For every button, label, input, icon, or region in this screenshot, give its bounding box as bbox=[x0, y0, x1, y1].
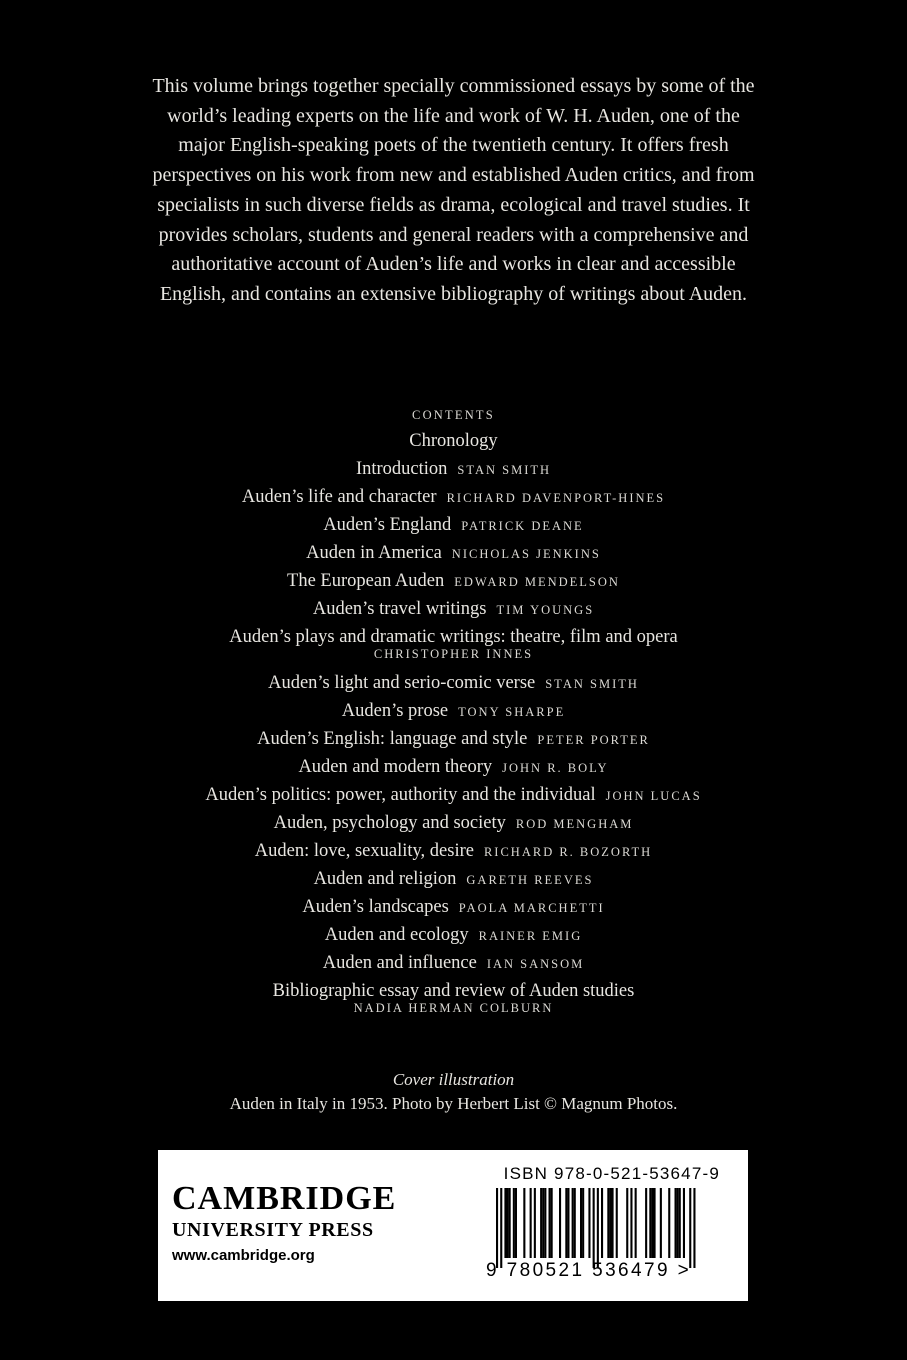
contents-entry bbox=[100, 623, 807, 669]
barcode-bar bbox=[660, 1188, 662, 1258]
publisher-url: www.cambridge.org bbox=[172, 1247, 315, 1264]
barcode-bar bbox=[567, 1188, 569, 1258]
contents-entry-title: Auden’s travel writings bbox=[312, 599, 487, 619]
barcode-bar bbox=[630, 1188, 632, 1258]
barcode-bar bbox=[530, 1188, 532, 1258]
barcode-bar bbox=[542, 1188, 544, 1258]
contents-entry bbox=[100, 511, 807, 539]
contents-entry-author: NICHOLAS JENKINS bbox=[451, 547, 601, 561]
imprint-box bbox=[158, 1150, 748, 1301]
barcode-bar bbox=[559, 1188, 561, 1258]
barcode-bar bbox=[677, 1188, 679, 1258]
contents-entry-author: EDWARD MENDELSON bbox=[454, 575, 620, 589]
contents-entry bbox=[100, 567, 807, 595]
barcode-bar bbox=[607, 1188, 609, 1258]
contents-entry-title: Auden’s plays and dramatic writings: theatre, film and opera bbox=[229, 627, 678, 647]
contents-entry-author: STAN SMITH bbox=[545, 677, 639, 691]
barcode-bar bbox=[635, 1188, 637, 1258]
barcode-bar bbox=[549, 1188, 551, 1258]
contents-entry-title: Auden: love, sexuality, desire bbox=[254, 841, 474, 861]
contents-entry-author: IAN SANSOM bbox=[486, 957, 585, 971]
contents-list bbox=[100, 427, 807, 1023]
contents-entry-author: PATRICK DEANE bbox=[461, 519, 584, 533]
contents-entry bbox=[100, 539, 807, 567]
barcode-bar bbox=[612, 1188, 614, 1258]
contents-entry-title: Auden in America bbox=[306, 543, 442, 563]
contents-entry bbox=[100, 865, 807, 893]
barcode-bar bbox=[574, 1188, 576, 1258]
contents-entry-title: Auden’s light and serio-comic verse bbox=[268, 673, 536, 693]
barcode-bar bbox=[572, 1188, 574, 1258]
cover-credit-label: Cover illustration bbox=[392, 1070, 515, 1089]
barcode-bar bbox=[515, 1188, 517, 1258]
contents-entry-author: STAN SMITH bbox=[457, 463, 552, 477]
contents-entry-author: PAOLA MARCHETTI bbox=[458, 901, 605, 915]
contents-heading: CONTENTS bbox=[412, 408, 495, 422]
contents-entry-author: NADIA HERMAN COLBURN bbox=[353, 1001, 554, 1015]
contents-entry-title: Bibliographic essay and review of Auden studies bbox=[272, 981, 635, 1001]
contents-entry-title: Auden and modern theory bbox=[298, 757, 493, 777]
contents-entry bbox=[100, 809, 807, 837]
contents-entry-line bbox=[100, 753, 807, 781]
contents-entry-author: ROD MENGHAM bbox=[515, 817, 634, 831]
contents-entry bbox=[100, 725, 807, 753]
contents-entry-title: Auden’s landscapes bbox=[302, 897, 449, 917]
contents-entry-line bbox=[100, 837, 807, 865]
contents-entry-author: PETER PORTER bbox=[537, 733, 650, 747]
contents-entry bbox=[100, 781, 807, 809]
contents-entry-title: Auden and influence bbox=[322, 953, 477, 973]
contents-entry bbox=[100, 837, 807, 865]
contents-entry-line bbox=[100, 511, 807, 539]
barcode-bar bbox=[540, 1188, 542, 1258]
contents-entry bbox=[100, 949, 807, 977]
barcode-bar bbox=[509, 1188, 511, 1258]
contents-entry bbox=[100, 455, 807, 483]
barcode-bar bbox=[500, 1188, 502, 1268]
isbn-label: ISBN 978-0-521-53647-9 bbox=[503, 1164, 720, 1183]
barcode-bar bbox=[580, 1188, 582, 1258]
contents-entry-author: RICHARD R. BOZORTH bbox=[483, 845, 653, 859]
contents-entry-line bbox=[100, 893, 807, 921]
contents-entry-line bbox=[100, 483, 807, 511]
contents-entry-line bbox=[100, 595, 807, 623]
contents-entry-line bbox=[100, 567, 807, 595]
contents-entry bbox=[100, 753, 807, 781]
barcode-bar bbox=[649, 1188, 651, 1258]
contents-entry-author: CHRISTOPHER INNES bbox=[373, 647, 534, 661]
contents-entry-author: RICHARD DAVENPORT-HINES bbox=[446, 491, 666, 505]
contents-entry bbox=[100, 697, 807, 725]
barcode-bar bbox=[601, 1188, 603, 1258]
contents-entry-line bbox=[100, 725, 807, 753]
barcode-digits: 9 780521 536479 > bbox=[486, 1260, 692, 1281]
barcode-bar bbox=[683, 1188, 685, 1258]
contents-entry-line bbox=[100, 921, 807, 949]
barcode-bar bbox=[582, 1188, 584, 1258]
contents-entry bbox=[100, 427, 807, 455]
contents-section bbox=[100, 403, 807, 1023]
contents-entry bbox=[100, 921, 807, 949]
contents-entry bbox=[100, 669, 807, 697]
contents-entry-title: Auden’s English: language and style bbox=[257, 729, 528, 749]
barcode-bar bbox=[513, 1188, 515, 1258]
contents-entry bbox=[100, 893, 807, 921]
barcode-bar bbox=[534, 1188, 536, 1258]
barcode-bar bbox=[565, 1188, 567, 1258]
contents-entry-title: The European Auden bbox=[287, 571, 445, 591]
barcode-bar bbox=[654, 1188, 656, 1258]
contents-entry-author: JOHN LUCAS bbox=[605, 789, 702, 803]
contents-entry-title: Auden, psychology and society bbox=[273, 813, 506, 833]
contents-entry-line bbox=[100, 669, 807, 697]
barcode-bar bbox=[588, 1188, 590, 1258]
barcode-bar bbox=[507, 1188, 509, 1258]
contents-entry-line bbox=[100, 455, 807, 483]
contents-entry-title: Chronology bbox=[409, 431, 498, 451]
contents-entry-title: Auden and religion bbox=[313, 869, 457, 889]
barcode-bar bbox=[675, 1188, 677, 1258]
barcode-bar bbox=[597, 1188, 599, 1268]
barcode-area bbox=[480, 1164, 742, 1294]
contents-entry-title: Auden’s life and character bbox=[241, 487, 437, 507]
publisher-name: CAMBRIDGE bbox=[172, 1180, 397, 1217]
barcode-bar bbox=[645, 1188, 647, 1258]
blurb-text: This volume brings together specially commissioned essays by some of the world’s leading experts on the life and work of W. H. Auden, one of the major English-speaking poets of the twentieth century. It offers fresh perspectives on his work from new and established Auden critics, and from specialists in such diverse fields as drama, ecological and travel studies. It provides scholars, students and general readers with a comprehensive and authoritative account of Auden’s life and works in clear and accessible English, and contains an extensive bibliography of writings about Auden. bbox=[152, 75, 755, 305]
publisher-logo bbox=[172, 1182, 396, 1264]
contents-entry bbox=[100, 595, 807, 623]
barcode-bar bbox=[626, 1188, 628, 1258]
barcode-bar bbox=[523, 1188, 525, 1258]
contents-entry-author: GARETH REEVES bbox=[466, 873, 594, 887]
barcode-bar bbox=[689, 1188, 691, 1268]
contents-entry-author: RAINER EMIG bbox=[478, 929, 583, 943]
contents-entry-line bbox=[100, 809, 807, 837]
contents-entry-author: TIM YOUNGS bbox=[496, 603, 595, 617]
barcode-bar bbox=[679, 1188, 681, 1258]
barcode-bar bbox=[593, 1188, 595, 1268]
cover-credit bbox=[100, 1068, 807, 1116]
contents-entry-line bbox=[100, 427, 807, 455]
barcode-bar bbox=[544, 1188, 546, 1258]
contents-entry-author: TONY SHARPE bbox=[458, 705, 566, 719]
barcode-bar bbox=[616, 1188, 618, 1258]
contents-entry-line bbox=[100, 949, 807, 977]
contents-entry-line bbox=[100, 539, 807, 567]
barcode-bar bbox=[693, 1188, 695, 1268]
contents-entry-title: Auden’s England bbox=[323, 515, 452, 535]
barcode-bar bbox=[651, 1188, 653, 1258]
contents-entry-title: Auden’s politics: power, authority and the individual bbox=[205, 785, 596, 805]
barcode-bar bbox=[609, 1188, 611, 1258]
contents-entry-line bbox=[100, 781, 807, 809]
barcode-bar bbox=[668, 1188, 670, 1258]
contents-entry-title: Auden’s prose bbox=[341, 701, 449, 721]
barcode-bar bbox=[504, 1188, 506, 1258]
barcode-bar bbox=[496, 1188, 498, 1268]
barcode-bar bbox=[551, 1188, 553, 1258]
contents-entry-title: Introduction bbox=[355, 459, 448, 479]
contents-entry-title: Auden and ecology bbox=[324, 925, 469, 945]
contents-entry bbox=[100, 977, 807, 1023]
contents-entry-line bbox=[100, 865, 807, 893]
contents-entry-author: JOHN R. BOLY bbox=[502, 761, 609, 775]
publisher-press: UNIVERSITY PRESS bbox=[172, 1219, 374, 1241]
cover-credit-text: Auden in Italy in 1953. Photo by Herbert List © Magnum Photos. bbox=[229, 1094, 678, 1113]
contents-entry bbox=[100, 483, 807, 511]
contents-entry-line bbox=[100, 697, 807, 725]
